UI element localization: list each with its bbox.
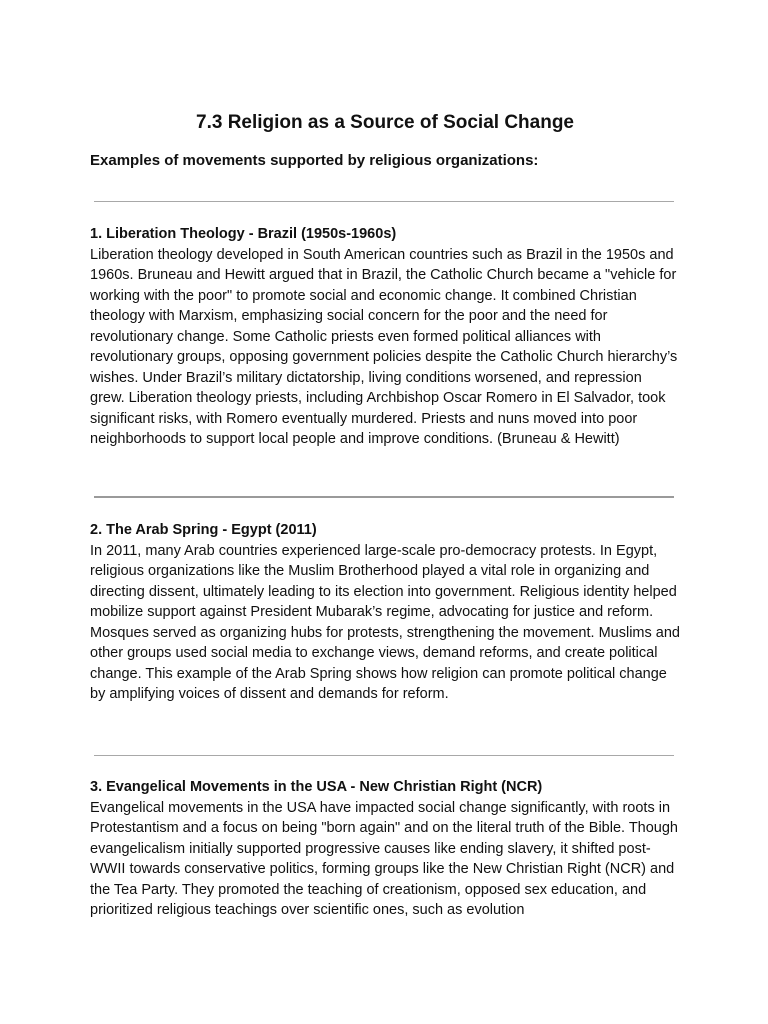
section-body: Evangelical movements in the USA have impacted social change significantly, with roots in Protestantism and a focus on being "born again" and on the literal truth of the Bible. Though evangelicalism initially supported progressive causes like ending slavery, it shifted post-WWII towards conservative politics, forming groups like the New Christian Right (NCR) and the Tea Party. They promoted the teaching of creationism, opposed sex education, and prioritized religious teachings over scientific ones, such as evolution xyxy=(90,799,678,918)
section-divider xyxy=(94,496,674,498)
section-heading: 1. Liberation Theology - Brazil (1950s-1960s) xyxy=(90,226,397,242)
page-subtitle: Examples of movements supported by religious organizations: xyxy=(90,152,539,169)
section-heading: 2. The Arab Spring - Egypt (2011) xyxy=(90,522,317,538)
page-title: 7.3 Religion as a Source of Social Change xyxy=(196,112,574,133)
section-body: In 2011, many Arab countries experienced large-scale pro-democracy protests. In Egypt, religious organizations like the Muslim Brotherhood played a vital role in organizing and directing dissent, ultimately leading to its election into government. Religious identity helped mobilize support against President Mubarak’s regime, advocating for justice and reform. Mosques served as organizing hubs for protests, strengthening the movement. Muslims and other groups used social media to exchange views, demand reforms, and create political change. This example of the Arab Spring shows how religion can promote political change by amplifying voices of dissent and demands for reform. xyxy=(90,542,680,702)
section-divider xyxy=(94,201,674,202)
section-divider xyxy=(94,755,674,756)
section-evangelical-movements xyxy=(90,777,680,921)
section-heading: 3. Evangelical Movements in the USA - New Christian Right (NCR) xyxy=(90,779,543,795)
section-liberation-theology xyxy=(90,224,680,450)
section-arab-spring xyxy=(90,520,680,705)
section-body: Liberation theology developed in South American countries such as Brazil in the 1950s and 1960s. Bruneau and Hewitt argued that in Brazil, the Catholic Church became a "vehicle for working with the poor" to promote social and economic change. It combined Christian theology with Marxism, emphasizing social concern for the poor and the need for revolutionary change. Some Catholic priests even formed political alliances with revolutionary groups, opposing government policies despite the Catholic Church hierarchy’s wishes. Under Brazil’s military dictatorship, living conditions worsened, and repression grew. Liberation theology priests, including Archbishop Oscar Romero in El Salvador, took significant risks, with Romero eventually murdered. Priests and nuns moved into poor neighborhoods to support local people and improve conditions. (Bruneau & Hewitt) xyxy=(90,246,678,447)
